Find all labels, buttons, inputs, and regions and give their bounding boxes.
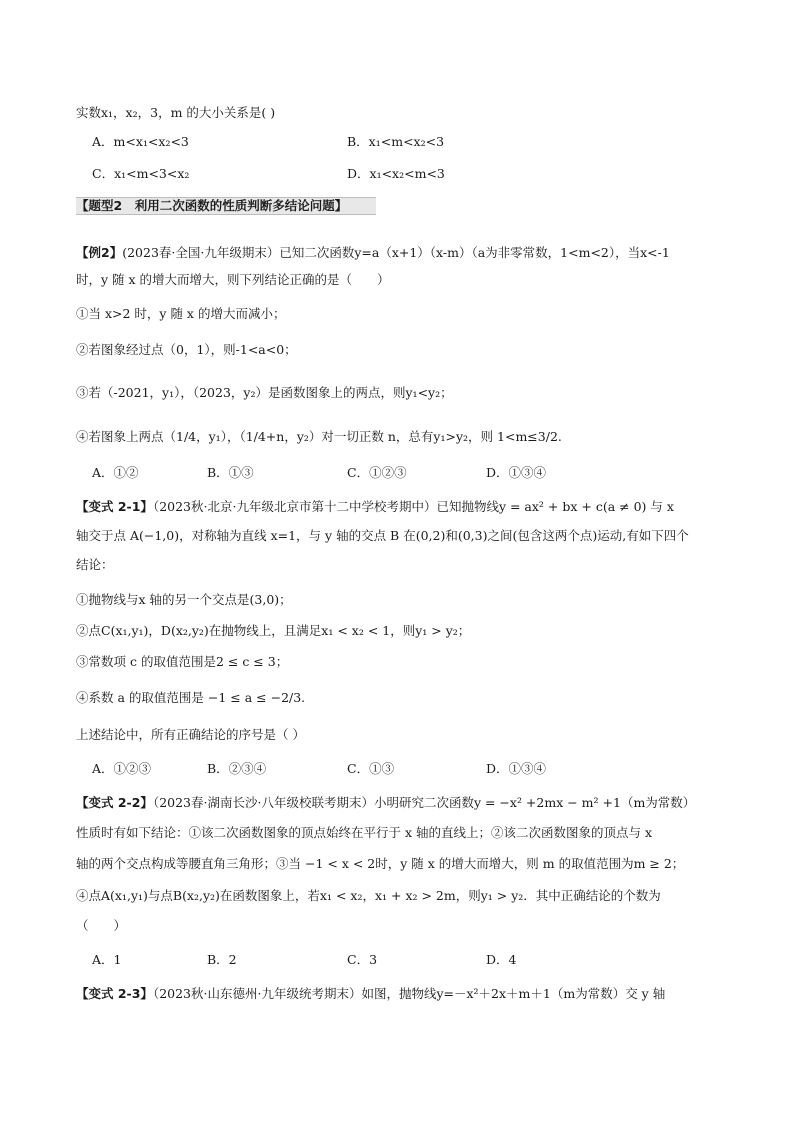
variant-2-2-line-1 bbox=[76, 794, 695, 812]
example-2-option-b: B．①③ bbox=[207, 465, 254, 480]
variant-2-2-text: （2023春·湖南长沙·八年级校联考期末）小明研究二次函数y = −x² +2mx − m² +1（m为常数） bbox=[152, 795, 696, 810]
option-c: C．x₁<m<3<x₂ bbox=[92, 166, 190, 181]
example-2-conclusion-2: ②若图象经过点（0，1），则-1<a<0； bbox=[76, 342, 297, 357]
variant-2-1-line-1 bbox=[76, 498, 674, 516]
variant-2-3-text: （2023秋·山东德州·九年级统考期末）如图，抛物线y=－x²＋2x＋m＋1（m为常数）交 y 轴 bbox=[152, 986, 666, 1001]
example-2-line-2: 时，y 随 x 的增大而增大，则下列结论正确的是（ ） bbox=[76, 272, 390, 287]
option-a: A．m<x₁<x₂<3 bbox=[92, 134, 189, 149]
variant-2-1-text: （2023秋·北京·九年级北京市第十二中学校考期中）已知抛物线y = ax² + bx + c(a ≠ 0) 与 x bbox=[152, 499, 674, 514]
variant-2-2-option-a: A．1 bbox=[92, 952, 122, 967]
variant-2-1-conclusion-2: ②点C(x₁,y₁)，D(x₂,y₂)在抛物线上，且满足x₁ < x₂ < 1，则y₁ > y₂； bbox=[76, 623, 471, 638]
example-2-line-1 bbox=[76, 244, 670, 262]
variant-2-2-option-d: D．4 bbox=[486, 952, 517, 967]
example-2-text: (2023春·全国·九年级期末）已知二次函数y=a（x+1）（x-m）（a为非零常数，1<m<2），当x<-1 bbox=[122, 245, 670, 260]
variant-2-1-option-c: C．①③ bbox=[347, 761, 395, 776]
example-2-conclusion-1: ①当 x>2 时，y 随 x 的增大而减小； bbox=[76, 306, 286, 321]
section-header: 【题型2 利用二次函数的性质判断多结论问题】 bbox=[76, 197, 376, 215]
option-d: D．x₁<x₂<m<3 bbox=[347, 166, 445, 181]
example-2-option-c: C．①②③ bbox=[347, 465, 407, 480]
variant-2-3-label: 【变式 2-3】 bbox=[76, 986, 153, 1001]
example-2-option-d: D．①③④ bbox=[486, 465, 547, 480]
example-2-conclusion-3: ③若（-2021，y₁），（2023，y₂）是函数图象上的两点，则y₁<y₂； bbox=[76, 385, 453, 400]
variant-2-1-conclusion-1: ①抛物线与x 轴的另一个交点是(3,0)； bbox=[76, 592, 292, 607]
variant-2-1-line-2: 轴交于点 A(−1,0)，对称轴为直线 x=1，与 y 轴的交点 B 在(0,2)和(0,3)之间(包含这两个点)运动,有如下四个 bbox=[76, 528, 689, 543]
variant-2-1-conclusion-3: ③常数项 c 的取值范围是2 ≤ c ≤ 3； bbox=[76, 654, 289, 669]
variant-2-2-line-4: ④点A(x₁,y₁)与点B(x₂,y₂)在函数图象上，若x₁ < x₂，x₁ + x₂ > 2m，则y₁ > y₂．其中正确结论的个数为 bbox=[76, 888, 661, 903]
variant-2-1-line-3: 结论： bbox=[76, 557, 114, 572]
variant-2-2-line-5: （ ） bbox=[76, 918, 127, 933]
example-2-option-a: A．①② bbox=[92, 465, 139, 480]
variant-2-1-option-a: A．①②③ bbox=[92, 761, 152, 776]
variant-2-2-line-2: 性质时有如下结论：①该二次函数图象的顶点始终在平行于 x 轴的直线上；②该二次函数图象的顶点与 x bbox=[76, 825, 653, 840]
variant-2-3-line-1 bbox=[76, 985, 665, 1003]
variant-2-2-label: 【变式 2-2】 bbox=[76, 795, 153, 810]
variant-2-1-label: 【变式 2-1】 bbox=[76, 499, 153, 514]
example-2-label: 【例2】 bbox=[76, 245, 123, 260]
option-b: B．x₁<m<x₂<3 bbox=[347, 134, 445, 149]
question-stem: 实数x₁，x₂，3，m 的大小关系是( ) bbox=[76, 105, 276, 120]
variant-2-1-conclusion-4: ④系数 a 的取值范围是 −1 ≤ a ≤ −2/3. bbox=[76, 690, 306, 705]
example-2-conclusion-4: ④若图象上两点（1/4，y₁），（1/4+n，y₂）对一切正数 n，总有y₁>y₂，则 1<m≤3/2. bbox=[76, 429, 562, 444]
variant-2-1-option-d: D．①③④ bbox=[486, 761, 547, 776]
variant-2-2-option-b: B．2 bbox=[207, 952, 237, 967]
variant-2-2-option-c: C．3 bbox=[347, 952, 378, 967]
variant-2-1-option-b: B．②③④ bbox=[207, 761, 267, 776]
variant-2-2-line-3: 轴的两个交点构成等腰直角三角形；③当 −1 < x < 2时，y 随 x 的增大而增大，则 m 的取值范围为m ≥ 2； bbox=[76, 856, 685, 871]
variant-2-1-question: 上述结论中，所有正确结论的序号是（ ） bbox=[76, 727, 305, 742]
